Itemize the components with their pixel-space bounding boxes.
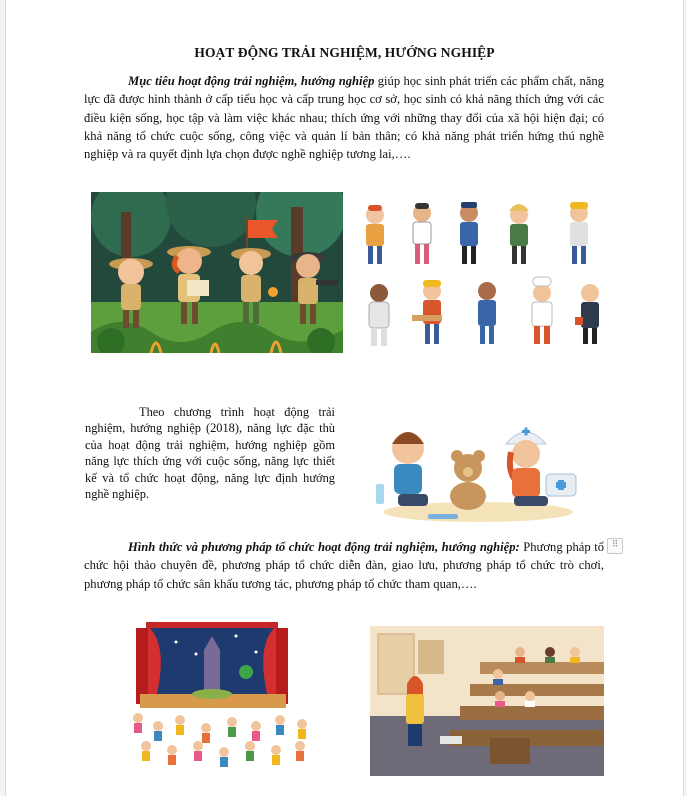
professions-image — [357, 193, 607, 355]
puppet-theater-image — [116, 622, 322, 772]
paragraph-body: Phương pháp tổ chức hội thảo chuyên đề, phương pháp tổ chức diễn đàn, giao lưu, phương pháp tổ chức trò chơi, phương pháp tổ chức sân khấu tương tác, phương pháp tổ chức tham quan,…. — [84, 540, 604, 591]
paragraph-methods — [84, 538, 604, 593]
paragraph-body: giúp học sinh phát triển các phẩm chất, năng lực đã được hình thành ở cấp tiểu học và cấp trung học cơ sở, học sinh có khả năng thích ứng với các điều kiện sống, học tập và làm việc khác nhau; thích ứng với những thay đổi của xã hội hiện đại; có khả năng tổ chức cuộc sống, công việc và quản lí bản thân; có khả năng phát triển hứng thú nghề nghiệp và ra quyết định lựa chọn được nghề nghiệp tương lai,…. — [84, 74, 604, 162]
document-page — [5, 0, 684, 796]
paragraph-lead: Hình thức và phương pháp tổ chức hoạt động trải nghiệm, hướng nghiệp: — [128, 540, 520, 554]
paragraph-objectives — [84, 72, 604, 163]
move-handle-icon[interactable]: ⠿ — [607, 538, 623, 554]
scouts-forest-image — [91, 192, 343, 353]
paragraph-lead: Mục tiêu hoạt động trải nghiệm, hướng nghiệp — [128, 74, 375, 88]
page-title: HOẠT ĐỘNG TRẢI NGHIỆM, HƯỚNG NGHIỆP — [194, 45, 495, 60]
children-doctor-image — [368, 418, 586, 526]
paragraph-competencies: Theo chương trình hoạt động trải nghiệm, hướng nghiệp (2018), năng lực đặc thù của hoạt động trải nghiệm, hướng nghiệp gồm năng lực thích ứng với cuộc sống, năng lực thiết kế và tổ chức hoạt động, năng lực định hướng nghề nghiệp. — [85, 405, 335, 502]
lecture-hall-image — [370, 626, 604, 776]
